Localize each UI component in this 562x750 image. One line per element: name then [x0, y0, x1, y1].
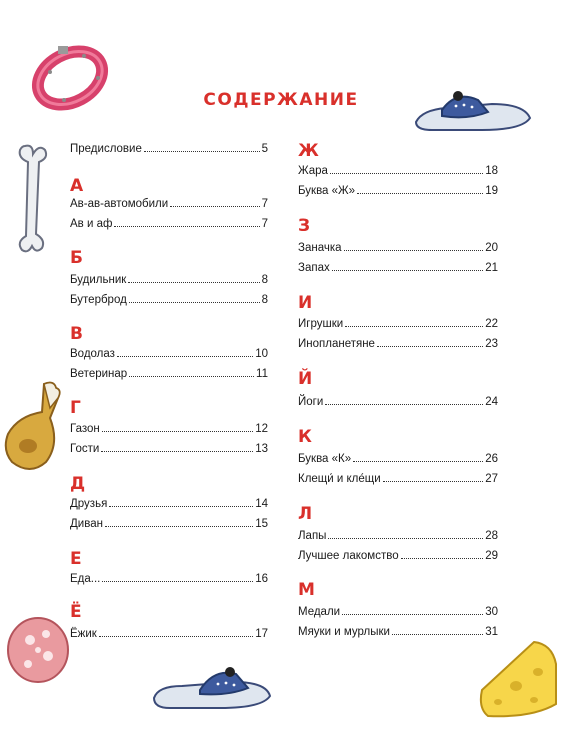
entry-title: Газон: [70, 423, 100, 435]
entry-page: 7: [261, 198, 268, 210]
chicken-leg-icon: [2, 378, 64, 474]
entry-title: Лапы: [298, 530, 327, 542]
entry-page: 8: [261, 274, 268, 286]
dot-leader: [328, 529, 483, 539]
toc-entry[interactable]: [70, 496, 268, 512]
entry-page: 24: [485, 396, 498, 408]
toc-entry[interactable]: [298, 548, 498, 564]
entry-page: 22: [485, 318, 498, 330]
toc-entry[interactable]: [70, 421, 268, 437]
section-letter: Ё: [70, 602, 82, 622]
section-letter: К: [298, 427, 312, 447]
dot-leader: [128, 273, 259, 283]
entry-page: 27: [485, 473, 498, 485]
section-letter: Б: [70, 248, 83, 268]
toc-entry[interactable]: [70, 346, 268, 362]
entry-page: 12: [255, 423, 268, 435]
toc-entry[interactable]: [70, 292, 268, 308]
toc-entry[interactable]: [70, 516, 268, 532]
section-letter: И: [298, 293, 313, 313]
entry-page: 29: [485, 550, 498, 562]
toc-entry[interactable]: [298, 163, 498, 179]
entry-page: 30: [485, 606, 498, 618]
entry-page: 16: [255, 573, 268, 585]
dot-leader: [401, 549, 484, 559]
section-letter: М: [298, 580, 315, 600]
toc-entry[interactable]: [298, 394, 498, 410]
section-letter: Й: [298, 369, 313, 389]
entry-title: Буква «К»: [298, 453, 352, 465]
slipper-icon: [412, 86, 534, 136]
entry-page: 17: [255, 628, 268, 640]
dot-leader: [144, 142, 260, 152]
dot-leader: [117, 347, 253, 357]
entry-title: Ав-ав-автомобили: [70, 198, 169, 210]
dot-leader: [105, 517, 253, 527]
dot-leader: [102, 572, 253, 582]
dot-leader: [170, 197, 259, 207]
entry-title: Буква «Ж»: [298, 185, 356, 197]
entry-title: Йоги: [298, 396, 324, 408]
page-title: СОДЕРЖАНИЕ: [203, 90, 359, 110]
dot-leader: [357, 184, 483, 194]
dot-leader: [330, 164, 483, 174]
entry-title: Заначка: [298, 242, 342, 254]
toc-entry[interactable]: [298, 316, 498, 332]
toc-entry[interactable]: [70, 141, 268, 157]
entry-title: Мяуки и мурлыки: [298, 626, 390, 638]
toc-entry[interactable]: [70, 626, 268, 642]
entry-page: 14: [255, 498, 268, 510]
cheese-icon: [476, 638, 560, 722]
entry-page: 28: [485, 530, 498, 542]
dot-leader: [377, 337, 483, 347]
toc-entry[interactable]: [70, 441, 268, 457]
entry-page: 5: [261, 143, 268, 155]
dot-leader: [102, 422, 253, 432]
entry-page: 10: [255, 348, 268, 360]
entry-title: Инопланетяне: [298, 338, 375, 350]
entry-page: 15: [255, 518, 268, 530]
toc-entry[interactable]: [70, 272, 268, 288]
toc-entry[interactable]: [298, 528, 498, 544]
toc-entry[interactable]: [70, 366, 268, 382]
entry-page: 20: [485, 242, 498, 254]
dot-leader: [325, 395, 483, 405]
dot-leader: [383, 472, 484, 482]
entry-title: Лучшее лакомство: [298, 550, 399, 562]
toc-entry[interactable]: [70, 196, 268, 212]
entry-title: Водолаз: [70, 348, 115, 360]
collar-icon: [28, 42, 112, 114]
dot-leader: [392, 625, 483, 635]
bone-icon: [14, 142, 52, 256]
entry-page: 13: [255, 443, 268, 455]
toc-entry[interactable]: [298, 240, 498, 256]
entry-title: Ав и аф: [70, 218, 113, 230]
dot-leader: [109, 497, 253, 507]
entry-page: 19: [485, 185, 498, 197]
dot-leader: [101, 442, 253, 452]
entry-page: 26: [485, 453, 498, 465]
section-letter: З: [298, 216, 311, 236]
dot-leader: [353, 452, 483, 462]
entry-page: 31: [485, 626, 498, 638]
entry-title: Запах: [298, 262, 330, 274]
entry-page: 7: [261, 218, 268, 230]
toc-entry[interactable]: [298, 604, 498, 620]
entry-title: Ёжик: [70, 628, 97, 640]
entry-page: 21: [485, 262, 498, 274]
toc-entry[interactable]: [298, 183, 498, 199]
entry-title: Клещи́ и кле́щи: [298, 473, 381, 485]
dot-leader: [99, 627, 253, 637]
section-letter: В: [70, 324, 83, 344]
entry-title: Еда...: [70, 573, 101, 585]
slipper-icon: [150, 662, 274, 712]
entry-title: Ветеринар: [70, 368, 128, 380]
dot-leader: [114, 217, 259, 227]
entry-title: Бутерброд: [70, 294, 127, 306]
entry-title: Игрушки: [298, 318, 344, 330]
dot-leader: [342, 605, 483, 615]
section-letter: Л: [298, 504, 313, 524]
entry-page: 11: [256, 368, 268, 380]
dot-leader: [129, 367, 254, 377]
entry-page: 18: [485, 165, 498, 177]
toc-entry[interactable]: [298, 471, 498, 487]
toc-entry[interactable]: [298, 336, 498, 352]
section-letter: Е: [70, 549, 82, 569]
toc-entry[interactable]: [70, 571, 268, 587]
toc-entry[interactable]: [298, 260, 498, 276]
section-letter: А: [70, 176, 84, 196]
entry-title: Медали: [298, 606, 341, 618]
entry-title: Жара: [298, 165, 328, 177]
entry-page: 8: [261, 294, 268, 306]
section-letter: Ж: [298, 141, 319, 161]
entry-title: Диван: [70, 518, 103, 530]
entry-page: 23: [485, 338, 498, 350]
dot-leader: [345, 317, 483, 327]
dot-leader: [332, 261, 483, 271]
section-letter: Г: [70, 398, 81, 418]
entry-title: Будильник: [70, 274, 127, 286]
entry-title: Предисловие: [70, 143, 142, 155]
section-letter: Д: [70, 474, 86, 494]
entry-title: Друзья: [70, 498, 108, 510]
toc-entry[interactable]: [298, 624, 498, 640]
entry-title: Гости: [70, 443, 100, 455]
toc-entry[interactable]: [298, 451, 498, 467]
dot-leader: [344, 241, 484, 251]
toc-entry[interactable]: [70, 216, 268, 232]
dot-leader: [129, 293, 260, 303]
sausage-icon: [4, 612, 76, 686]
